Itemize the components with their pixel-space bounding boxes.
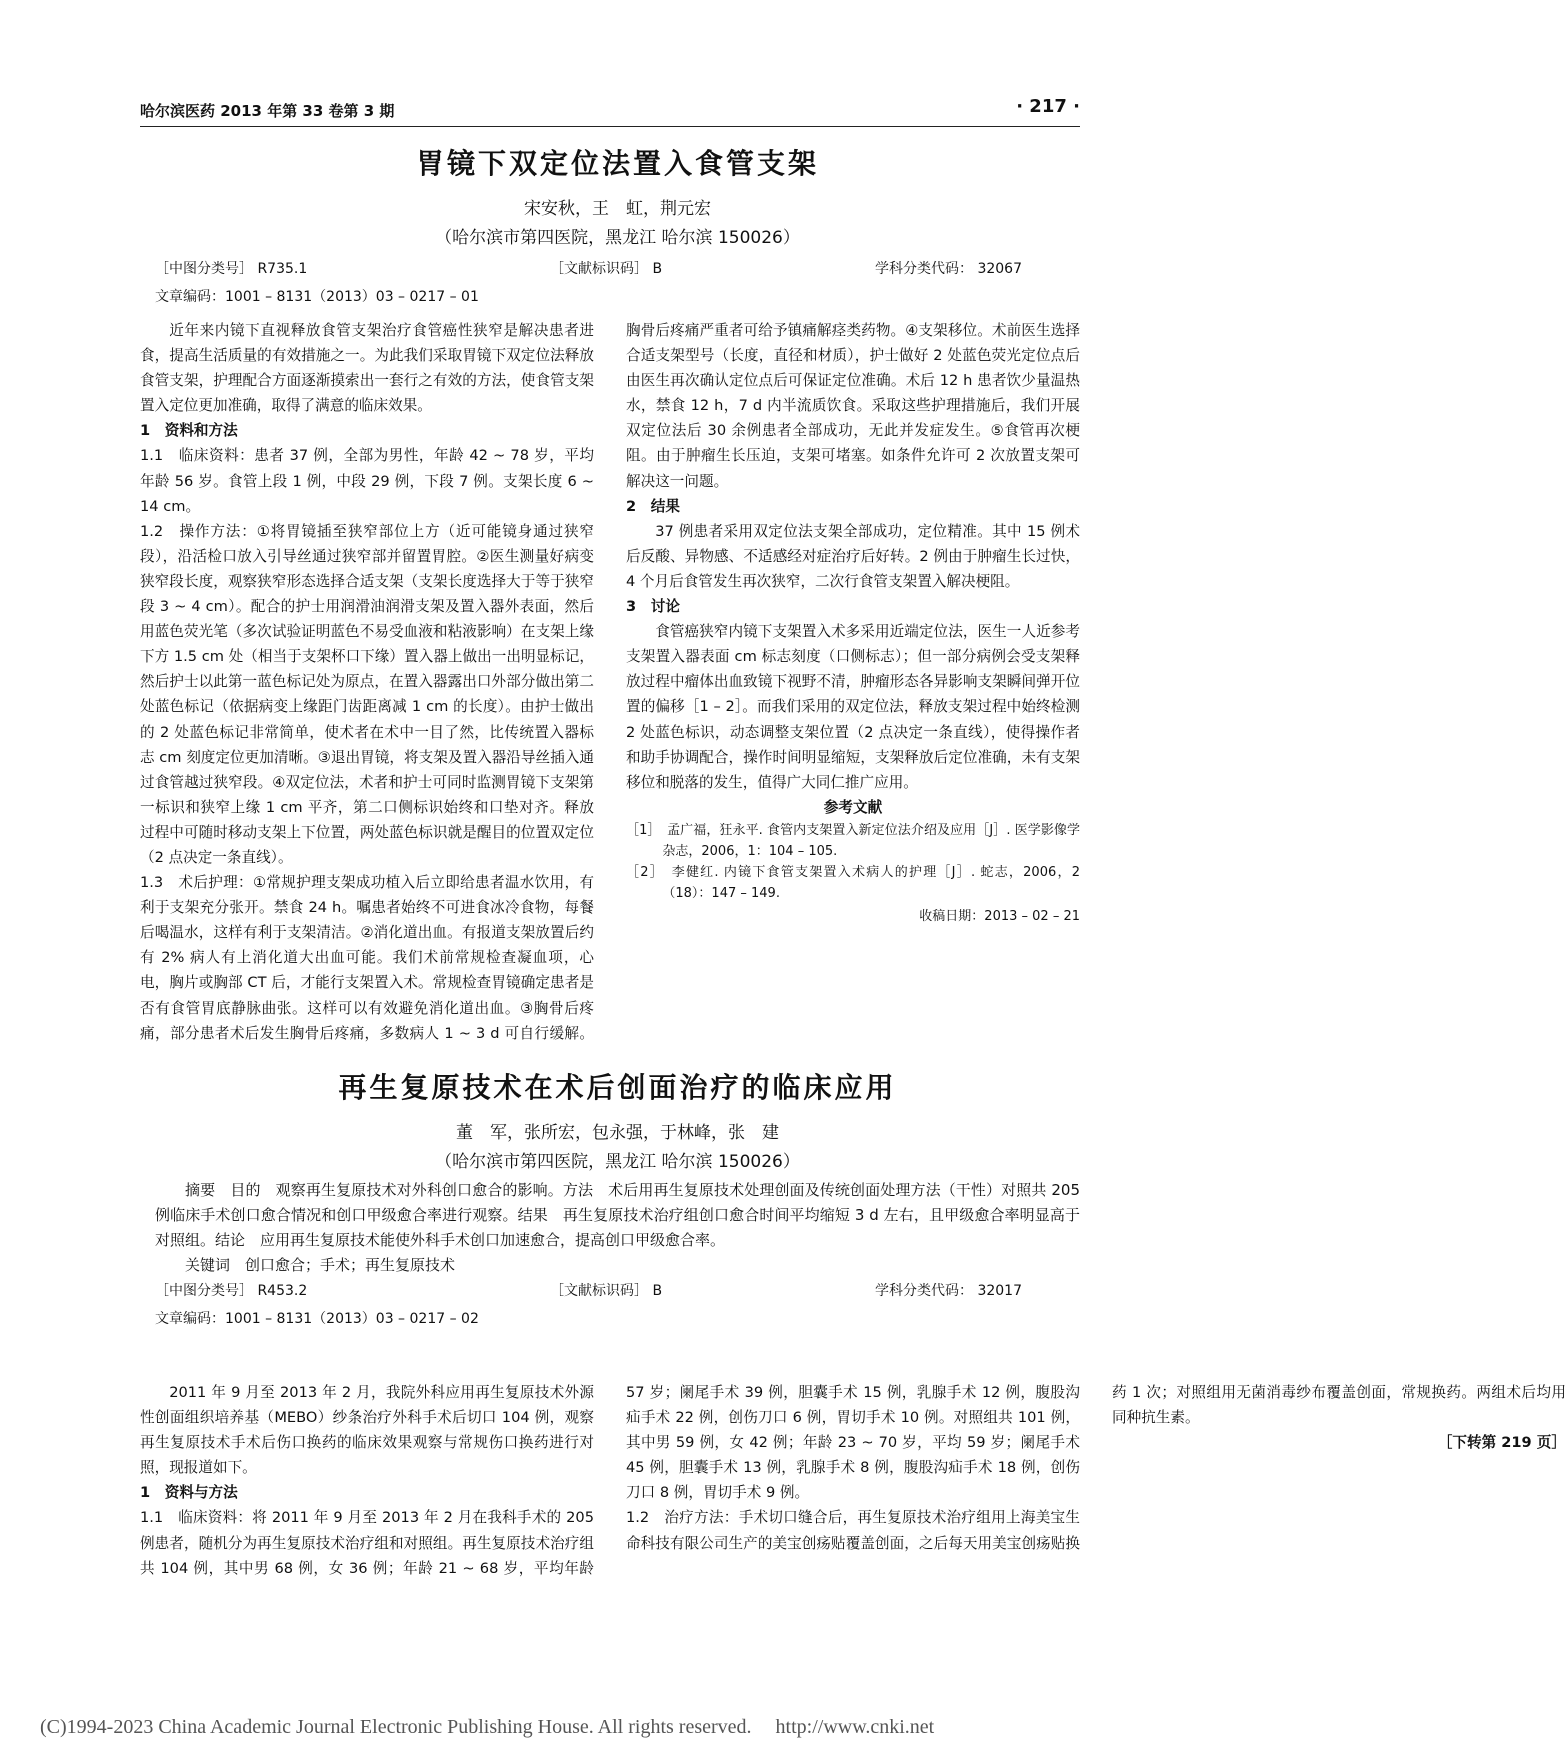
article1-ind-paragraph: 食管癌狭窄内镜下支架置入术多采用近端定位法，医生一人近参考支架置入器表面 cm 标志刻度（口侧标志）；但一部分病例会受支架释放过程中瘤体出血致镜下视野不清，肿瘤形态各异影响支架瞬间弹开位置的偏移［1 – 2］。而我们采用的双定位法，释放支架过程中始终检测 2 处蓝色标识，动态调整支架位置（2 点决定一条直线），使得操作者和助手协调配合，操作时间明显缩短，支架释放后定位准确，未有支架移位和脱落的发生，值得广大同仁推广应用。: [626, 623, 1080, 791]
article2-article-no-row: [155, 1308, 1080, 1330]
copyright-text: (C)1994-2023 China Academic Journal Electronic Publishing House. All rights reserved.: [40, 1716, 752, 1738]
article2-classification-row: [155, 1280, 1080, 1302]
article1-article-no-row: [155, 286, 1080, 308]
article1-affiliation: （哈尔滨市第四医院，黑龙江 哈尔滨 150026）: [435, 228, 800, 248]
article1-ref-paragraph: ［2］ 李健红. 内镜下食管支架置入术病人的护理［J］. 蛇志，2006，2（18）：147 – 149.: [626, 864, 1080, 901]
article2-cont-paragraph: ［下转第 219 页］: [1437, 1434, 1566, 1452]
header-rule: [140, 126, 1080, 127]
article2-affiliation: （哈尔滨市第四医院，黑龙江 哈尔滨 150026）: [435, 1152, 800, 1172]
article1-received-paragraph: 收稿日期：2013 – 02 – 21: [919, 908, 1080, 924]
article1-body-paragraph: 1.3 术后护理：①常规护理支架成功植入后立即给患者温水饮用，有利于支架充分张开。禁食 24 h。嘱患者始终不可进食冰冷食物，每餐后喝温水，这样有利于支架清洁。②消化道出血。有报道支架放置后约有 2% 病人有上消化道大出血可能。我们术前常规检查凝血项，心电，胸片或胸部 CT 后，才能行支架置入术。常规检查胃镜确定患者是否有食管胃底静脉曲张。这样可以有效避免消化道出血。③胸骨后疼痛，部分患者术后发生胸骨后疼痛，多数病人 1 ~ 3 d 可自行缓解。胸骨后疼痛严重者可给予镇痛解痉类药物。④支架移位。术前医生选择合适支架型号（长度，直径和材质），护士做好 2 处蓝色荧光定位点后由医生再次确认定位点后可保证定位准确。术后 12 h 患者饮少量温热水，禁食 12 h，7 d 内半流质饮食。采取这些护理措施后，我们开展双定位法后 30 余例患者全部成功，无此并发症发生。⑤食管再次梗阻。由于肿瘤生长压迫，支架可堵塞。如条件允许可 2 次放置支架可解决这一问题。: [140, 322, 1080, 1042]
article2-body-paragraph: 1.2 治疗方法：手术切口缝合后，再生复原技术治疗组用上海美宝生命科技有限公司生产的美宝创疡贴覆盖创面，之后每天用美宝创疡贴换药 1 次；对照组用无菌消毒纱布覆盖创面，常规换药。两组术后均用同种抗生素。: [626, 1384, 1566, 1552]
article1-title: 胃镜下双定位法置入食管支架: [415, 147, 819, 180]
article1-heading: [155, 142, 1080, 248]
article1-clc: ［中图分类号］ R735.1: [155, 261, 308, 277]
article1-classification-row: [155, 258, 1080, 280]
article2-abstract-block: [155, 1178, 1080, 1330]
article1-ind-paragraph: 37 例患者采用双定位法支架全部成功，定位精准。其中 15 例术后反酸、异物感、不适感经对症治疗后好转。2 例由于肿瘤生长过快，4 个月后食管发生再次狭窄，二次行食管支架置入解决梗阻。: [626, 522, 1080, 590]
article2-authors: 董 军，张所宏，包永强，于林峰，张 建: [456, 1123, 779, 1143]
article2-body: [140, 1380, 1566, 1605]
article1-body: [140, 318, 1080, 1048]
article1-sec-paragraph: 3 讨论: [626, 598, 680, 616]
article1-sec-paragraph: 1 资料和方法: [140, 422, 238, 440]
article1-ind-paragraph: 近年来内镜下直视释放食管支架治疗食管癌性狭窄是解决患者进食，提高生活质量的有效措施之一。为此我们采取胃镜下双定位法释放食管支架，护理配合方面逐渐摸索出一套行之有效的方法，使食管支架置入定位更加准确，取得了满意的临床效果。: [140, 322, 594, 415]
article1-doc-code: ［文献标识码］ B: [550, 261, 663, 277]
article2-title: 再生复原技术在术后创面治疗的临床应用: [338, 1071, 897, 1104]
article1-body-paragraph: 1.1 临床资料：患者 37 例，全部为男性，年龄 42 ~ 78 岁，平均年龄 56 岁。食管上段 1 例，中段 29 例，下段 7 例。支架长度 6 ~ 14 cm。: [140, 447, 594, 515]
copyright-footer: [40, 1716, 1220, 1739]
article2-keywords: 关键词 创口愈合；手术；再生复原技术: [185, 1256, 456, 1274]
article2-clc: ［中图分类号］ R453.2: [155, 1283, 308, 1299]
article1-meta: [155, 258, 1080, 308]
article1-body-paragraph: 1.2 操作方法：①将胃镜插至狭窄部位上方（近可能镜身通过狭窄段），沿活检口放入引导丝通过狭窄部并留置胃腔。②医生测量好病变狭窄段长度，观察狭窄形态选择合适支架（支架长度选择大于等于狭窄段 3 ~ 4 cm）。配合的护士用润滑油润滑支架及置入器外表面，然后用蓝色荧光笔（多次试验证明蓝色不易受血液和粘液影响）在支架上缘下方 1.5 cm 处（相当于支架杯口下缘）置入器上做出一出明显标记，然后护士以此第一蓝色标记处为原点，在置入器露出口外部分做出第二处蓝色标记（依据病变上缘距门齿距离减 1 cm 的长度）。由护士做出的 2 处蓝色标记非常简单，使术者在术中一目了然，比传统置入器标志 cm 刻度定位更加清晰。③退出胃镜，将支架及置入器沿导丝插入通过食管越过狭窄段。④双定位法，术者和护士可同时监测胃镜下支架第一标识和狭窄上缘 1 cm 平齐，第二口侧标识始终和口垫对齐。释放过程中可随时移动支架上下位置，两处蓝色标识就是醒目的位置双定位（2 点决定一条直线）。: [140, 522, 594, 866]
article2-doc-code: ［文献标识码］ B: [550, 1283, 663, 1299]
article2-ind-paragraph: 2011 年 9 月至 2013 年 2 月，我院外科应用再生复原技术外源性创面组织培养基（MEBO）纱条治疗外科手术后切口 104 例，观察再生复原技术手术后伤口换药的临床效果观察与常规伤口换药进行对照，现报道如下。: [140, 1384, 594, 1477]
page-number: · 217 ·: [1016, 96, 1080, 117]
article2-body-paragraph: 1.1 临床资料：将 2011 年 9 月至 2013 年 2 月在我科手术的 205 例患者，随机分为再生复原技术治疗组和对照组。再生复原技术治疗组共 104 例，其中男 68 例，女 36 例；年龄 21 ~ 68 岁，平均年龄 57 岁；阑尾手术 39 例，胆囊手术 15 例，乳腺手术 12 例，腹股沟疝手术 22 例，创伤刀口 6 例，胃切手术 10 例。对照组共 101 例，其中男 59 例，女 42 例；年龄 23 ~ 70 岁，平均 59 岁；阑尾手术 45 例，胆囊手术 13 例，乳腺手术 8 例，腹股沟疝手术 18 例，创伤刀口 8 例，胃切手术 9 例。: [140, 1384, 1080, 1577]
article1-article-no: 文章编码：1001 – 8131（2013）03 – 0217 – 01: [155, 289, 479, 305]
article2-article-no: 文章编码：1001 – 8131（2013）03 – 0217 – 02: [155, 1311, 479, 1327]
running-header: [140, 96, 1080, 122]
article1-authors: 宋安秋，王 虹，荆元宏: [524, 199, 711, 219]
article2-sec-paragraph: 1 资料与方法: [140, 1484, 238, 1502]
article2-subject-code: 学科分类代码： 32017: [875, 1283, 1022, 1299]
article1-ref-paragraph: ［1］ 孟广福，狂永平. 食管内支架置入新定位法介绍及应用［J］. 医学影像学杂志，2006，1：104 – 105.: [626, 822, 1080, 859]
article1-sec-paragraph: 2 结果: [626, 497, 680, 515]
article2-heading: [155, 1066, 1080, 1172]
article1-subject-code: 学科分类代码： 32067: [875, 261, 1022, 277]
article2-abstract: 摘要 目的 观察再生复原技术对外科创口愈合的影响。方法 术后用再生复原技术处理创面及传统创面处理方法（干性）对照共 205 例临床手术创口愈合情况和创口甲级愈合率进行观察。结果 再生复原技术治疗组创口愈合时间平均缩短 3 d 左右，且甲级愈合率明显高于对照组。结论 应用再生复原技术能使外科手术创口加速愈合，提高创口甲级愈合率。: [155, 1181, 1080, 1249]
cnki-url: http://www.cnki.net: [775, 1716, 935, 1738]
journal-name: 哈尔滨医药 2013 年第 33 卷第 3 期: [140, 102, 395, 120]
article1-refhead-paragraph: 参考文献: [823, 798, 883, 816]
